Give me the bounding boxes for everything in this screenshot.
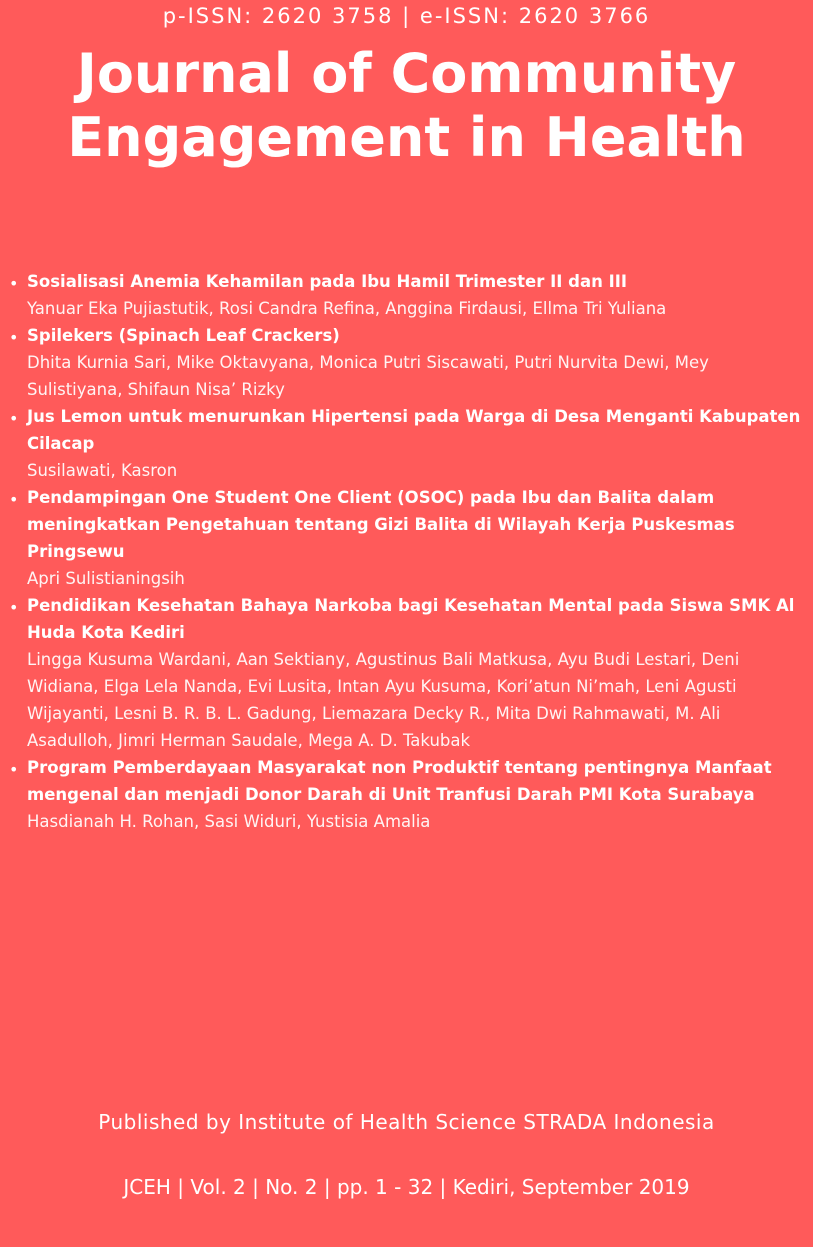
- article-title: Jus Lemon untuk menurunkan Hipertensi pada Warga di Desa Menganti Kabupaten Cilacap: [27, 407, 801, 453]
- list-item: [0, 403, 813, 484]
- bullet-icon: •: [9, 274, 19, 293]
- list-item: [0, 268, 813, 322]
- list-item: [0, 754, 813, 835]
- article-title: Sosialisasi Anemia Kehamilan pada Ibu Hamil Trimester II dan III: [27, 272, 627, 291]
- bullet-icon: •: [9, 760, 19, 779]
- article-title: Spilekers (Spinach Leaf Crackers): [27, 326, 340, 345]
- journal-title-line-2: Engagement in Health: [67, 106, 746, 169]
- article-authors: Lingga Kusuma Wardani, Aan Sektiany, Agustinus Bali Matkusa, Ayu Budi Lestari, Deni Widiana, Elga Lela Nanda, Evi Lusita, Intan Ayu Kusuma, Kori’atun Ni’mah, Leni Agusti Wijayanti, Lesni B. R. B. L. Gadung, Liemazara Decky R., Mita Dwi Rahmawati, M. Ali Asadulloh, Jimri Herman Saudale, Mega A. D. Takubak: [27, 650, 740, 750]
- journal-title: [0, 42, 813, 170]
- journal-title-line-1: Journal of Community: [76, 42, 737, 105]
- issn-line: p-ISSN: 2620 3758 | e-ISSN: 2620 3766: [162, 4, 651, 28]
- article-title: Pendampingan One Student One Client (OSOC) pada Ibu dan Balita dalam meningkatkan Pengetahuan tentang Gizi Balita di Wilayah Kerja Puskesmas Pringsewu: [27, 488, 735, 561]
- list-item: [0, 484, 813, 592]
- list-item: [0, 322, 813, 403]
- bullet-icon: •: [9, 328, 19, 347]
- article-authors: Dhita Kurnia Sari, Mike Oktavyana, Monica Putri Siscawati, Putri Nurvita Dewi, Mey Sulistiyana, Shifaun Nisa’ Rizky: [27, 353, 709, 399]
- citation-line: JCEH | Vol. 2 | No. 2 | pp. 1 - 32 | Kediri, September 2019: [123, 1175, 690, 1199]
- article-authors: Apri Sulistianingsih: [27, 569, 185, 588]
- article-authors: Yanuar Eka Pujiastutik, Rosi Candra Refina, Anggina Firdausi, Ellma Tri Yuliana: [27, 299, 667, 318]
- list-item: [0, 592, 813, 754]
- article-list: [0, 268, 813, 835]
- bullet-icon: •: [9, 598, 19, 617]
- article-title: Program Pemberdayaan Masyarakat non Produktif tentang pentingnya Manfaat mengenal dan menjadi Donor Darah di Unit Tranfusi Darah PMI Kota Surabaya: [27, 758, 772, 804]
- article-authors: Susilawati, Kasron: [27, 461, 178, 480]
- article-title: Pendidikan Kesehatan Bahaya Narkoba bagi Kesehatan Mental pada Siswa SMK Al Huda Kota Kediri: [27, 596, 795, 642]
- bullet-icon: •: [9, 409, 19, 428]
- article-authors: Hasdianah H. Rohan, Sasi Widuri, Yustisia Amalia: [27, 812, 431, 831]
- publisher-line: Published by Institute of Health Science STRADA Indonesia: [98, 1110, 715, 1134]
- bullet-icon: •: [9, 490, 19, 509]
